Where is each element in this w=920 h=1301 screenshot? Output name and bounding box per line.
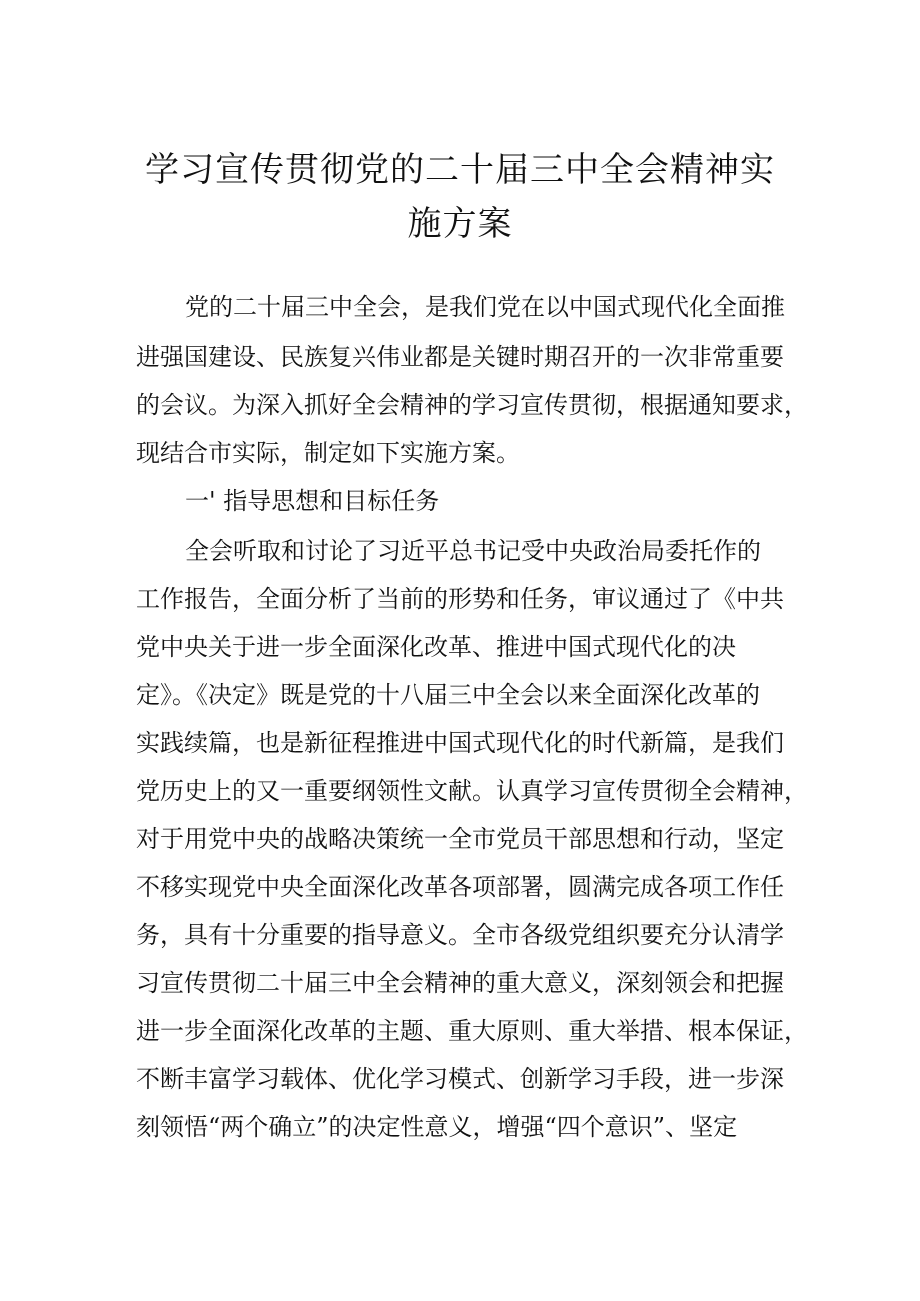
line-text: 习宣传贯彻二十届三中全会精神的重大意义，深刻领会和把握 — [136, 969, 784, 997]
document-title-line-1: 学习宣传贯彻党的二十届三中全会精神实 — [145, 150, 775, 190]
line-text: 党的二十届三中全会，是我们党在以中国式现代化全面推 — [185, 293, 785, 321]
line-text: 进强国建设、民族复兴伟业都是关键时期召开的一次非常重要 — [136, 343, 784, 371]
line-text: 党历史上的又一重要纲领性文献。认真学习宣传贯彻全会精神， — [136, 777, 808, 805]
line-text: 的会议。为深入抓好全会精神的学习宣传贯彻，根据通知要求， — [136, 391, 808, 419]
section-heading-text: 一' 指导思想和目标任务 — [185, 487, 440, 515]
document-title-line-2: 施方案 — [407, 204, 513, 244]
line-text: 进一步全面深化改革的主题、重大原则、重大举措、根本保证， — [136, 1017, 808, 1045]
line-text: 不断丰富学习载体、优化学习模式、创新学习手段，进一步深 — [136, 1065, 784, 1093]
line-text: 刻领悟“两个确立”的决定性意义，增强“四个意识”、坚定 — [136, 1113, 738, 1141]
line-text: 不移实现党中央全面深化改革各项部署，圆满完成各项工作任 — [136, 873, 784, 901]
line-text: 党中央关于进一步全面深化改革、推进中国式现代化的决 — [136, 633, 736, 661]
line-text: 工作报告，全面分析了当前的形势和任务，审议通过了《中共 — [136, 585, 784, 613]
line-text: 现结合市实际，制定如下实施方案。 — [136, 439, 520, 467]
line-text: 务，具有十分重要的指导意义。全市各级党组织要充分认清学 — [136, 921, 784, 949]
line-text: 实践续篇，也是新征程推进中国式现代化的时代新篇，是我们 — [136, 729, 784, 757]
line-text: 全会听取和讨论了习近平总书记受中央政治局委托作的 — [185, 537, 761, 565]
line-text: 定》。《决定》既是党的十八届三中全会以来全面深化改革的 — [136, 681, 760, 709]
line-text: 对于用党中央的战略决策统一全市党员干部思想和行动，坚定 — [136, 825, 784, 853]
